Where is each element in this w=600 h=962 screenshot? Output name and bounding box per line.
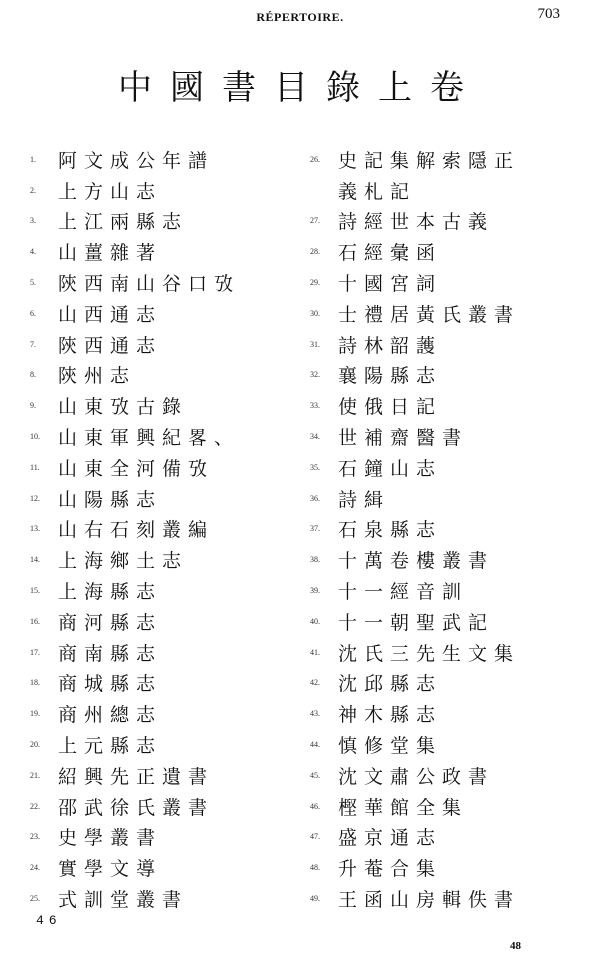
entry-title: 陝州志: [58, 365, 137, 388]
list-item: [310, 360, 595, 391]
entry-title: 士禮居黃氏叢書: [338, 303, 521, 326]
list-item: [30, 144, 305, 175]
list-item: [310, 822, 595, 853]
entry-number: 31.: [310, 339, 320, 349]
entry-number: 15.: [30, 586, 40, 596]
entry-title: 神木縣志: [338, 704, 443, 727]
entry-title: 沈氏三先生文集: [338, 642, 521, 665]
list-item: [310, 544, 595, 575]
entry-number: 45.: [310, 770, 320, 780]
entry-title: 十一經音訓: [338, 581, 469, 604]
list-item: [30, 298, 305, 329]
entry-title: 詩林韶䕶: [338, 334, 443, 357]
entry-number: 22.: [30, 801, 40, 811]
entry-title: 石泉縣志: [338, 519, 443, 542]
entry-title: 紹興先正遺書: [58, 765, 215, 788]
entry-title: 式訓堂叢書: [58, 889, 189, 912]
entry-title: 阿文成公年譜: [58, 149, 215, 172]
entry-title: 詩經世本古義: [338, 211, 495, 234]
list-item: [310, 483, 595, 514]
entry-number: 33.: [310, 401, 320, 411]
list-item: [310, 267, 595, 298]
entry-title: 上方山志: [58, 180, 163, 203]
entry-number: 23.: [30, 832, 40, 842]
entry-number: 30.: [310, 308, 320, 318]
entry-title: 陝西南山谷口攷: [58, 273, 241, 296]
entry-number: 47.: [310, 832, 320, 842]
entry-number: 9.: [30, 401, 36, 411]
list-item: [30, 206, 305, 237]
signature-number: 48: [510, 940, 521, 952]
list-item: [30, 360, 305, 391]
entry-title: 山右石刻叢編: [58, 519, 215, 542]
list-item: [30, 329, 305, 360]
entry-title: 襄陽縣志: [338, 365, 443, 388]
entry-title: 十國宮詞: [338, 273, 443, 296]
entry-title: 商南縣志: [58, 642, 163, 665]
right-column: [310, 144, 595, 914]
entry-number: 16.: [30, 616, 40, 626]
entry-number: 1.: [30, 154, 36, 164]
entry-number: 40.: [310, 616, 320, 626]
list-item: [310, 637, 595, 668]
list-item: [30, 606, 305, 637]
entry-title: 使俄日記: [338, 396, 443, 419]
entry-number: 28.: [310, 247, 320, 257]
list-item: [310, 236, 595, 267]
list-item: [310, 421, 595, 452]
entry-number: 17.: [30, 647, 40, 657]
list-item: [30, 575, 305, 606]
running-header: RÉPERTOIRE.: [256, 10, 344, 24]
entry-number: 8.: [30, 370, 36, 380]
entry-title: 上江兩縣志: [58, 211, 189, 234]
entry-title: 邵武徐氏叢書: [58, 796, 215, 819]
list-item: [310, 575, 595, 606]
list-item: [30, 483, 305, 514]
entry-number: 19.: [30, 709, 40, 719]
entry-number: 25.: [30, 894, 40, 904]
entry-number: 49.: [310, 894, 320, 904]
entry-number: 2.: [30, 185, 36, 195]
entry-title: 商河縣志: [58, 611, 163, 634]
footer-mark: 46: [36, 913, 62, 928]
list-item: [30, 421, 305, 452]
entry-title: 沈邱縣志: [338, 673, 443, 696]
list-item: [30, 236, 305, 267]
entry-title: 山東軍興紀畧、: [58, 427, 241, 450]
list-item: [310, 144, 595, 175]
entry-number: 36.: [310, 493, 320, 503]
entry-number: 32.: [310, 370, 320, 380]
list-item: [310, 760, 595, 791]
entry-title: 慎修堂集: [338, 735, 443, 758]
entry-number: 7.: [30, 339, 36, 349]
entry-number: 44.: [310, 740, 320, 750]
entry-number: 3.: [30, 216, 36, 226]
list-item: [30, 698, 305, 729]
entry-number: 26.: [310, 154, 320, 164]
list-item: [30, 760, 305, 791]
list-item: [30, 668, 305, 699]
list-item: [310, 329, 595, 360]
list-item: [310, 514, 595, 545]
entry-title: 山東全河備攷: [58, 457, 215, 480]
list-item: [30, 637, 305, 668]
entry-number: 35.: [310, 462, 320, 472]
list-item: [30, 514, 305, 545]
entry-title: 上海縣志: [58, 581, 163, 604]
page-title: 中國書目錄上卷: [118, 68, 482, 108]
entry-title: 上海鄉土志: [58, 550, 189, 573]
entry-number: 34.: [310, 432, 320, 442]
list-item: [310, 390, 595, 421]
entry-title: 詩緝: [338, 488, 391, 511]
entry-title: 實學文導: [58, 858, 163, 881]
list-item: [30, 544, 305, 575]
page-number: 703: [537, 6, 560, 22]
list-item: [310, 668, 595, 699]
list-item: [310, 698, 595, 729]
entry-number: 20.: [30, 740, 40, 750]
entry-number: 27.: [310, 216, 320, 226]
entry-number: 13.: [30, 524, 40, 534]
list-item: [310, 606, 595, 637]
entry-title: 上元縣志: [58, 735, 163, 758]
entry-number: 6.: [30, 308, 36, 318]
list-item: [30, 390, 305, 421]
list-item: [30, 852, 305, 883]
entry-number: 12.: [30, 493, 40, 503]
entry-number: 29.: [310, 278, 320, 288]
entry-number: 5.: [30, 278, 36, 288]
entry-title: 商城縣志: [58, 673, 163, 696]
entry-title: 沈文肅公政書: [338, 765, 495, 788]
entry-number: 11.: [30, 462, 40, 472]
entry-title: 十萬卷樓叢書: [338, 550, 495, 573]
entry-title: 山東攷古錄: [58, 396, 189, 419]
list-item: [30, 267, 305, 298]
entry-number: 41.: [310, 647, 320, 657]
entry-title: 樫華館全集: [338, 796, 469, 819]
entry-number: 42.: [310, 678, 320, 688]
list-item: [310, 298, 595, 329]
entry-number: 46.: [310, 801, 320, 811]
entry-title: 山西通志: [58, 303, 163, 326]
entry-number: 4.: [30, 247, 36, 257]
entry-number: 21.: [30, 770, 40, 780]
entry-title: 王函山房輯佚書: [338, 889, 521, 912]
list-item: [310, 791, 595, 822]
list-item: [310, 175, 595, 206]
entry-title: 商州總志: [58, 704, 163, 727]
list-item: [30, 883, 305, 914]
entry-title: 義札記: [338, 180, 417, 203]
entry-title: 石鐘山志: [338, 457, 443, 480]
entry-number: 37.: [310, 524, 320, 534]
list-item: [310, 852, 595, 883]
entry-title: 升菴合集: [338, 858, 443, 881]
entry-title: 山陽縣志: [58, 488, 163, 511]
list-item: [310, 206, 595, 237]
entry-number: 18.: [30, 678, 40, 688]
list-item: [30, 175, 305, 206]
list-item: [30, 791, 305, 822]
entry-number: 10.: [30, 432, 40, 442]
entry-title: 世補齋醫書: [338, 427, 469, 450]
entry-number: 38.: [310, 555, 320, 565]
entry-number: 14.: [30, 555, 40, 565]
list-item: [310, 452, 595, 483]
list-item: [30, 822, 305, 853]
entry-number: 43.: [310, 709, 320, 719]
left-column: [30, 144, 305, 914]
list-item: [30, 452, 305, 483]
entry-title: 山薑雜著: [58, 242, 163, 265]
entry-title: 史學叢書: [58, 827, 163, 850]
entry-number: 39.: [310, 586, 320, 596]
entry-number: 24.: [30, 863, 40, 873]
list-item: [30, 729, 305, 760]
entry-title: 史記集解索隱正: [338, 149, 521, 172]
entry-number: 48.: [310, 863, 320, 873]
list-item: [310, 883, 595, 914]
entry-title: 石經彙函: [338, 242, 443, 265]
list-item: [310, 729, 595, 760]
entry-title: 陝西通志: [58, 334, 163, 357]
entry-title: 十一朝聖武記: [338, 611, 495, 634]
entry-title: 盛京通志: [338, 827, 443, 850]
